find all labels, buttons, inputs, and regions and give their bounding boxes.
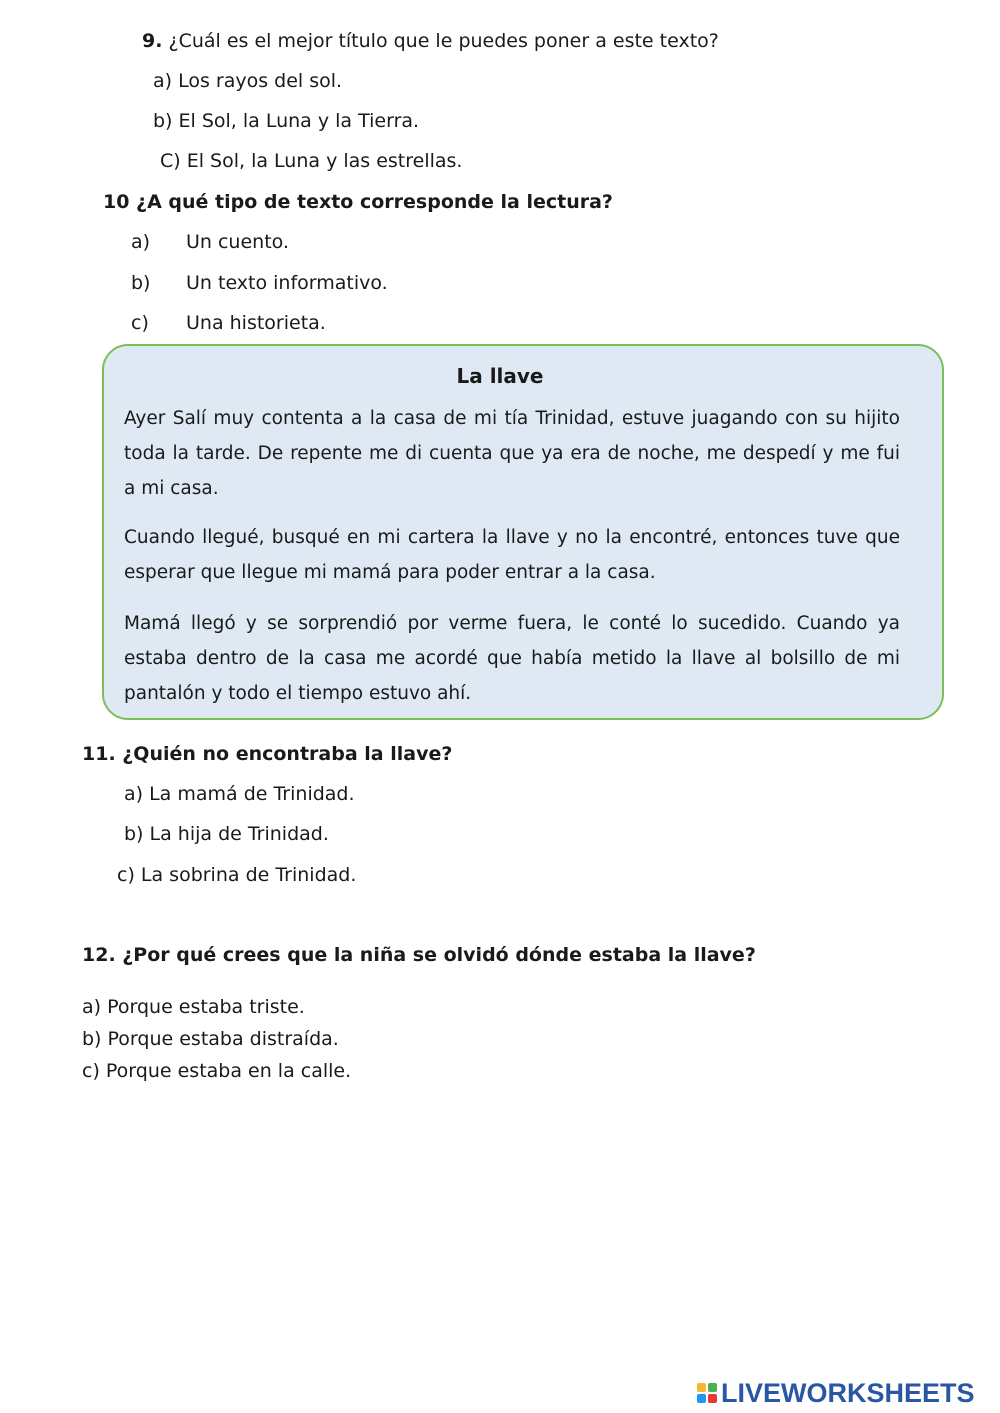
option-letter: b) (131, 272, 151, 294)
question-9-number: 9. (142, 30, 163, 52)
story-paragraph-2: Cuando llegué, busqué en mi cartera la llave y no la encontré, entonces tuve que esperar que llegue mi mamá para poder entrar a la casa. (124, 527, 900, 583)
q11-option-b[interactable]: b) La hija de Trinidad. (124, 823, 329, 845)
option-letter: c) (131, 312, 149, 334)
story-paragraph-1: Ayer Salí muy contenta a la casa de mi tía Trinidad, estuve juagando con su hijito toda la tarde. De repente me di cuenta que ya era de noche, me despedí y me fui a mi casa. (124, 408, 900, 499)
q10-option-a[interactable] (131, 230, 289, 254)
question-11: 11. ¿Quién no encontraba la llave? (82, 743, 453, 765)
q12-option-a[interactable]: a) Porque estaba triste. (82, 996, 305, 1018)
q11-option-c[interactable]: c) La sobrina de Trinidad. (117, 864, 357, 886)
q11-option-a[interactable]: a) La mamá de Trinidad. (124, 783, 355, 805)
logo-grid-icon (697, 1383, 717, 1403)
option-text: Una historieta. (186, 312, 326, 334)
option-letter: a) (131, 231, 151, 253)
q10-option-c[interactable] (131, 311, 326, 335)
q10-option-b[interactable] (131, 271, 388, 295)
liveworksheets-logo (697, 1376, 975, 1410)
q9-option-a[interactable]: a) Los rayos del sol. (153, 70, 343, 92)
option-text: Un texto informativo. (186, 272, 388, 294)
q9-option-c[interactable]: C) El Sol, la Luna y las estrellas. (160, 150, 463, 172)
logo-text: LIVEWORKSHEETS (721, 1378, 975, 1408)
option-text: Un cuento. (186, 231, 289, 253)
q12-option-b[interactable]: b) Porque estaba distraída. (82, 1028, 339, 1050)
logo-square-red (708, 1394, 717, 1403)
logo-square-yellow (697, 1383, 706, 1392)
logo-square-blue (697, 1394, 706, 1403)
logo-square-green (708, 1383, 717, 1392)
question-10: 10 ¿A qué tipo de texto corresponde la lectura? (103, 191, 613, 213)
question-9-text: ¿Cuál es el mejor título que le puedes poner a este texto? (168, 30, 719, 52)
story-paragraph-3: Mamá llegó y se sorprendió por verme fuera, le conté lo sucedido. Cuando ya estaba dentro de la casa me acordé que había metido la llave al bolsillo de mi pantalón y todo el tiempo estuvo ahí. (124, 613, 900, 704)
story-title: La llave (456, 364, 544, 388)
question-9 (142, 29, 719, 53)
question-12: 12. ¿Por qué crees que la niña se olvidó dónde estaba la llave? (82, 944, 756, 966)
q12-option-c[interactable]: c) Porque estaba en la calle. (82, 1060, 352, 1082)
q9-option-b[interactable]: b) El Sol, la Luna y la Tierra. (153, 110, 420, 132)
